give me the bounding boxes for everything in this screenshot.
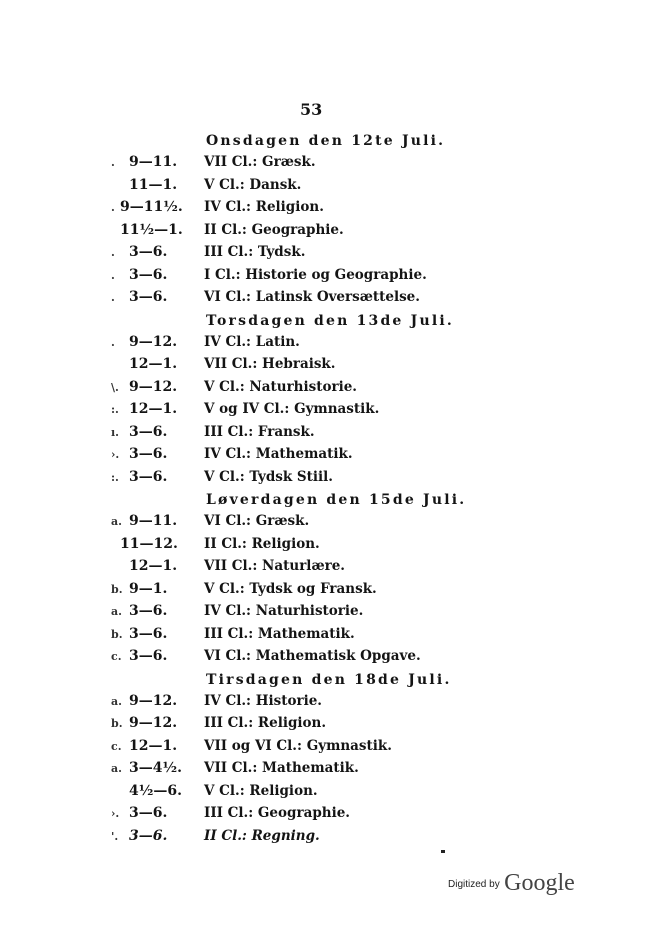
entry-mark: a. [111, 605, 122, 619]
schedule-entry [0, 468, 664, 490]
entry-mark: \. [111, 380, 119, 394]
entry-subject: V og IV Cl.: Gymnastik. [204, 401, 380, 418]
google-credit [448, 870, 575, 897]
entry-mark: ›. [111, 448, 120, 462]
entry-time: 3—4½. [129, 760, 182, 777]
entry-time: 9—12. [129, 333, 178, 350]
entry-subject: IV Cl.: Latin. [204, 333, 300, 350]
schedule-entry [0, 176, 664, 198]
entry-subject: I Cl.: Historie og Geographie. [204, 266, 427, 283]
entry-time: 9—11. [129, 513, 178, 530]
schedule-entry [0, 714, 664, 736]
entry-time: 3—6. [129, 648, 168, 665]
day-heading-text: Tirsdagen den 18de Juli. [206, 671, 452, 688]
entry-subject: IV Cl.: Naturhistorie. [204, 603, 364, 620]
entry-mark: ı. [111, 425, 120, 439]
entry-mark: b. [111, 627, 123, 641]
entry-time: 3—6. [129, 423, 168, 440]
entry-mark: ›. [111, 807, 120, 821]
day-heading-text: Onsdagen den 12te Juli. [206, 133, 446, 149]
entry-time: 12—1. [129, 558, 178, 575]
entry-subject: III Cl.: Tydsk. [204, 244, 306, 261]
entry-subject: VII Cl.: Hebraisk. [204, 356, 336, 373]
entry-time: 9—11½. [120, 199, 183, 216]
entry-time: 9—11. [129, 154, 178, 171]
entry-subject: VI Cl.: Græsk. [204, 513, 310, 530]
entry-subject: III Cl.: Geographie. [204, 805, 350, 822]
schedule-entry [0, 692, 664, 714]
entry-subject: V Cl.: Naturhistorie. [204, 378, 357, 395]
schedule-entry [0, 580, 664, 602]
entry-subject: VII Cl.: Mathematik. [204, 760, 359, 777]
schedule-entry [0, 400, 664, 422]
entry-time: 3—6. [129, 603, 168, 620]
schedule-entry [0, 243, 664, 265]
entry-subject: VII og VI Cl.: Gymnastik. [204, 737, 392, 754]
entry-subject: V Cl.: Tydsk Stiil. [204, 468, 334, 485]
entry-time: 9—12. [129, 715, 178, 732]
schedule-entry [0, 266, 664, 288]
entry-subject: V Cl.: Dansk. [204, 176, 302, 193]
entry-time: 9—1. [129, 580, 168, 597]
entry-mark: a. [111, 694, 122, 708]
entry-subject: III Cl.: Mathematik. [204, 625, 355, 642]
entry-subject: VI Cl.: Latinsk Oversættelse. [204, 289, 420, 306]
entry-time: 3—6. [129, 244, 168, 261]
entry-subject: IV Cl.: Mathematik. [204, 446, 353, 463]
schedule-entry [0, 602, 664, 624]
entry-time: 3—6. [129, 266, 168, 283]
schedule-entry [0, 625, 664, 647]
schedule-entry [0, 445, 664, 467]
entry-mark: c. [111, 650, 122, 664]
entry-time: 12—1. [129, 401, 178, 418]
entry-mark: :. [111, 470, 119, 484]
entry-subject: V Cl.: Tydsk og Fransk. [204, 580, 377, 597]
entry-mark: b. [111, 582, 123, 596]
schedule-entry [0, 557, 664, 579]
entry-time: 4½—6. [129, 782, 182, 799]
entry-subject: III Cl.: Religion. [204, 715, 327, 732]
day-heading [0, 131, 664, 153]
entry-subject: II Cl.: Regning. [204, 827, 320, 844]
exam-schedule [0, 131, 664, 849]
day-heading [0, 670, 664, 692]
entry-mark: . [111, 156, 115, 170]
schedule-entry [0, 782, 664, 804]
entry-mark: . [111, 291, 115, 305]
entry-subject: IV Cl.: Historie. [204, 692, 322, 709]
schedule-entry [0, 153, 664, 175]
entry-mark: :. [111, 403, 119, 417]
google-logo: Google [504, 870, 575, 896]
entry-time: 11—12. [120, 535, 178, 552]
entry-time: 11—1. [129, 176, 178, 193]
entry-mark: a. [111, 515, 122, 529]
entry-time: 3—6. [129, 468, 168, 485]
day-heading [0, 311, 664, 333]
entry-subject: VII Cl.: Naturlære. [204, 558, 346, 575]
ink-mark [441, 850, 445, 853]
schedule-entry [0, 355, 664, 377]
schedule-entry [0, 804, 664, 826]
entry-time: 3—6. [129, 827, 168, 844]
schedule-entry [0, 647, 664, 669]
entry-mark: '. [111, 829, 119, 843]
entry-subject: III Cl.: Fransk. [204, 423, 315, 440]
schedule-entry [0, 737, 664, 759]
entry-mark: a. [111, 762, 122, 776]
entry-mark: . [111, 201, 115, 215]
entry-subject: VI Cl.: Mathematisk Opgave. [204, 648, 421, 665]
schedule-entry [0, 535, 664, 557]
entry-time: 3—6. [129, 805, 168, 822]
schedule-entry [0, 378, 664, 400]
entry-time: 11½—1. [120, 221, 183, 238]
entry-time: 9—12. [129, 378, 178, 395]
day-heading-text: Torsdagen den 13de Juli. [206, 312, 454, 329]
entry-mark: . [111, 335, 115, 349]
entry-time: 9—12. [129, 692, 178, 709]
schedule-entry [0, 827, 664, 849]
entry-subject: II Cl.: Religion. [204, 535, 320, 552]
entry-subject: VII Cl.: Græsk. [204, 154, 316, 171]
schedule-entry [0, 512, 664, 534]
entry-time: 3—6. [129, 446, 168, 463]
entry-subject: IV Cl.: Religion. [204, 199, 324, 216]
schedule-entry [0, 198, 664, 220]
digitized-by-label: Digitized by [448, 879, 500, 890]
schedule-entry [0, 423, 664, 445]
entry-mark: . [111, 268, 115, 282]
schedule-entry [0, 333, 664, 355]
entry-mark: b. [111, 717, 123, 731]
entry-time: 12—1. [129, 356, 178, 373]
schedule-entry [0, 759, 664, 781]
page-number: 53 [300, 100, 323, 119]
schedule-entry [0, 288, 664, 310]
schedule-entry [0, 221, 664, 243]
entry-time: 3—6. [129, 625, 168, 642]
entry-time: 3—6. [129, 289, 168, 306]
entry-subject: II Cl.: Geographie. [204, 221, 344, 238]
entry-mark: c. [111, 739, 122, 753]
entry-mark: . [111, 246, 115, 260]
entry-subject: V Cl.: Religion. [204, 782, 318, 799]
day-heading-text: Løverdagen den 15de Juli. [206, 492, 467, 508]
day-heading [0, 490, 664, 512]
entry-time: 12—1. [129, 737, 178, 754]
